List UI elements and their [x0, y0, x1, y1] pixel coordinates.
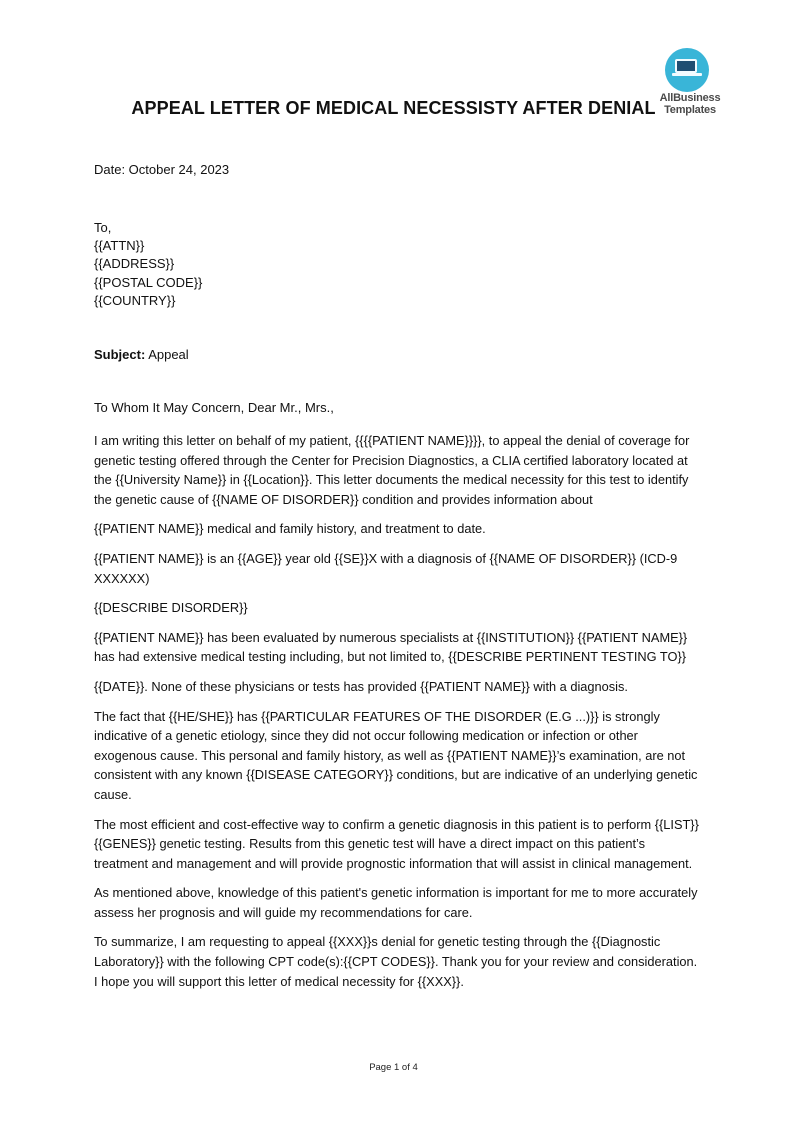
document-title: APPEAL LETTER OF MEDICAL NECESSISTY AFTER DENIAL — [131, 98, 656, 118]
salutation: To Whom It May Concern, Dear Mr., Mrs., — [94, 400, 334, 415]
body-paragraph: The most efficient and cost-effective way to confirm a genetic diagnosis in this patient is to perform {{LIST}}{{GENES}} genetic testing. Results from this genetic test will have a direct impact on this patient’s treatment and management and will provide prognostic information that will assist in clinical management. — [94, 816, 699, 871]
body-paragraph: As mentioned above, knowledge of this patient's genetic information is important for me to more accurately assess her prognosis and will guide my recommendations for care. — [94, 885, 698, 920]
letter-date: Date: October 24, 2023 — [94, 162, 230, 177]
address-line: {{COUNTRY}} — [94, 292, 176, 308]
body-paragraph: The fact that {{HE/SHE}} has {{PARTICULAR FEATURES OF THE DISORDER (E.G ...)}} is strongly indicative of a genetic etiology, since they did not occur following medication or infection or other exogenous cause. This personal and family history, as well as {{PATIENT NAME}}’s examination, are not consistent with any known {{DISEASE CATEGORY}} conditions, but are indicative of an underlying genetic cause. — [94, 708, 698, 802]
address-line: To, — [94, 220, 112, 235]
recipient-address — [94, 219, 202, 310]
laptop-icon — [665, 48, 709, 92]
body-paragraph: I am writing this letter on behalf of my patient, {{{{PATIENT NAME}}}}, to appeal the denial of coverage for genetic testing offered through the Center for Precision Diagnostics, a CLIA certified laboratory located at the {{University Name}} in {{Location}}. This letter documents the medical necessity for this test to identify the genetic cause of {{NAME OF DISORDER}} condition and provides information about — [94, 433, 690, 507]
logo-line-1: AllBusiness — [659, 92, 721, 104]
subject-value: Appeal — [145, 347, 189, 362]
logo-line-2: Templates — [664, 104, 716, 116]
body-paragraph: {{DATE}}. None of these physicians or tests has provided {{PATIENT NAME}} with a diagnosis. — [94, 678, 628, 694]
letter-body — [94, 431, 700, 1001]
body-paragraph: {{DESCRIBE DISORDER}} — [94, 600, 248, 616]
page-number: Page 1 of 4 — [369, 1062, 418, 1073]
address-line: {{POSTAL CODE}} — [94, 274, 203, 290]
subject-label: Subject: — [94, 347, 146, 362]
body-paragraph: {{PATIENT NAME}} medical and family history, and treatment to date. — [94, 521, 486, 537]
body-paragraph: {{PATIENT NAME}} has been evaluated by numerous specialists at {{INSTITUTION}} {{PATIENT NAME}} has had extensive medical testing including, but not limited to, {{DESCRIBE PERTINENT TESTING TO}} — [94, 629, 688, 665]
address-line: {{ATTN}} — [94, 238, 145, 254]
body-paragraph: To summarize, I am requesting to appeal {{XXX}}s denial for genetic testing through the {{Diagnostic Laboratory}} with the following CPT code(s):{{CPT CODES}}. Thank you for your review and consideration. I hope you will support this letter of medical necessity for {{XXX}}. — [94, 934, 698, 989]
address-line: {{ADDRESS}} — [94, 256, 175, 272]
subject-line — [94, 345, 189, 365]
body-paragraph: {{PATIENT NAME}} is an {{AGE}} year old {{SE}}X with a diagnosis of {{NAME OF DISORDER}} (ICD-9 XXXXXX) — [94, 550, 678, 586]
